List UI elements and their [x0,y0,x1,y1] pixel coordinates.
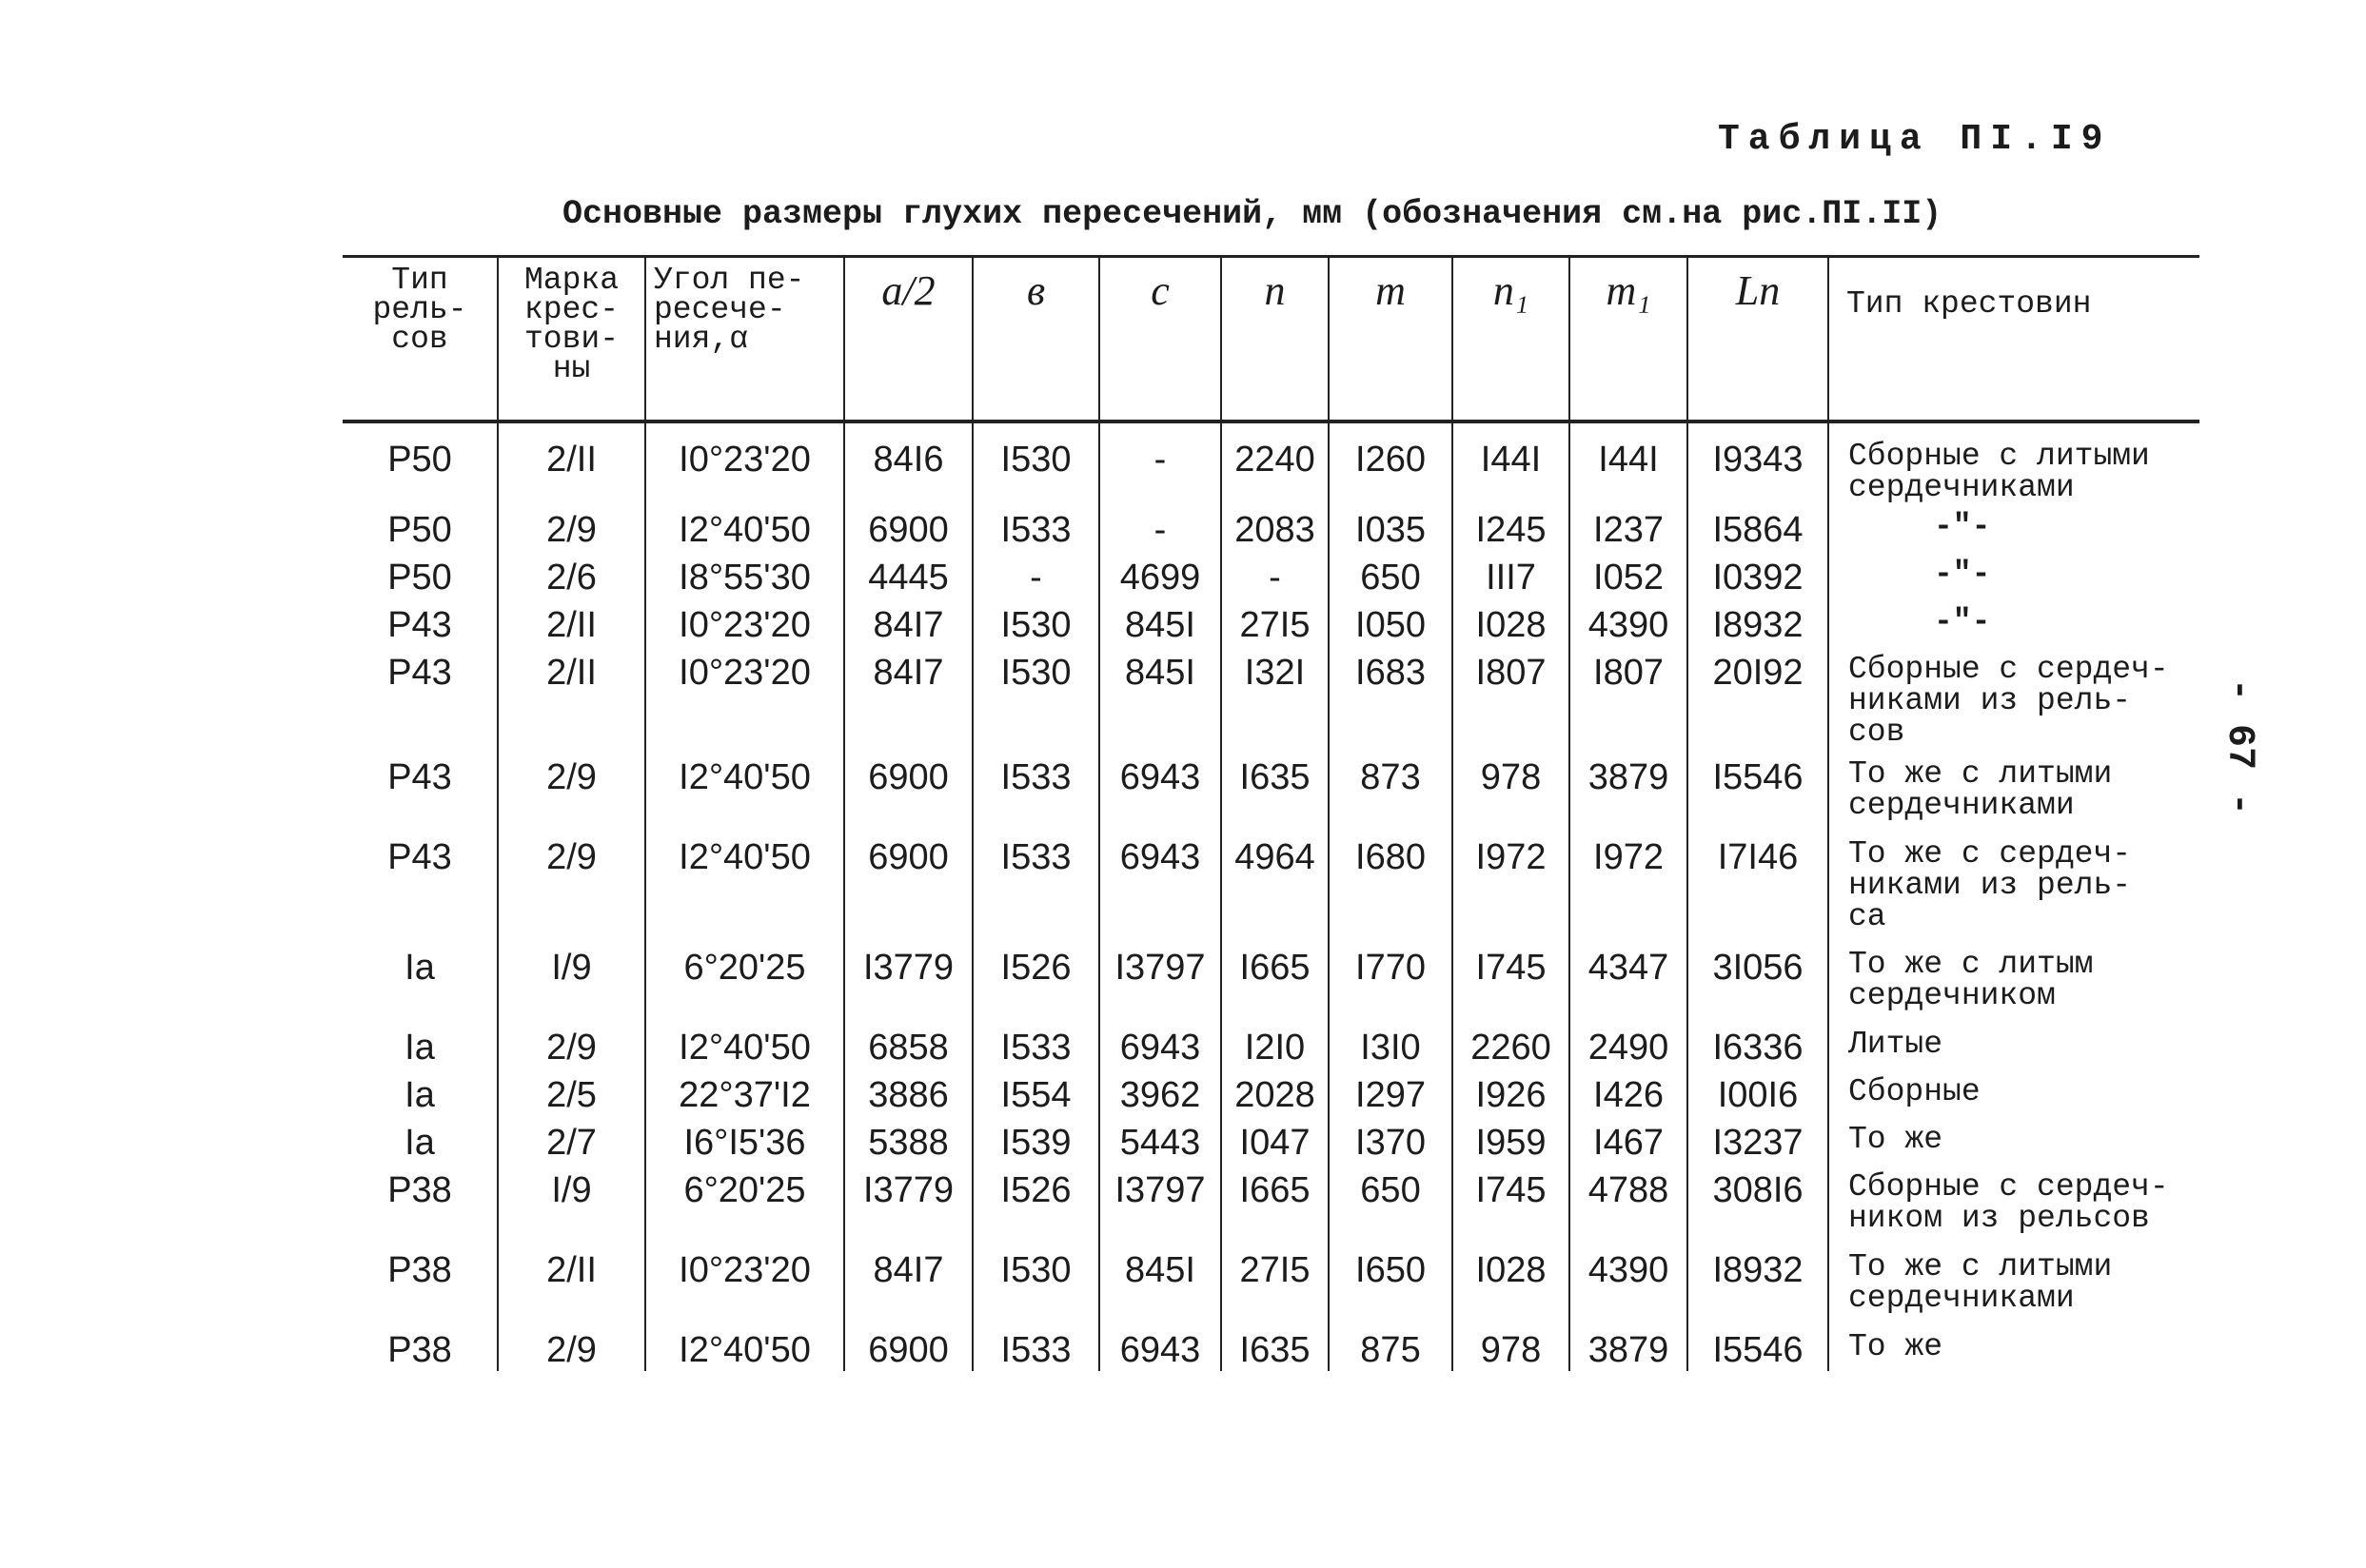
cell-c: 6943 [1099,751,1221,831]
cell-crossing-angle: 6°20'25 [645,1164,844,1244]
cell-n: 2083 [1221,503,1329,551]
cell-n: - [1221,551,1329,598]
table-row [343,1244,2199,1323]
cell-m: I297 [1329,1068,1452,1116]
cell-c: 6943 [1099,831,1221,941]
cell-crossing-angle: I0°23'20 [645,1244,844,1323]
cell-ln: 20I92 [1687,646,1828,751]
cell-frog-grade: 2/6 [498,551,645,598]
cell-n1: I807 [1452,646,1569,751]
cell-m: I770 [1329,941,1452,1021]
cell-c: - [1099,421,1221,503]
header-crossing-angle: Угол пе- ресече- ния,α [645,257,844,422]
cell-a-half: I3779 [844,1164,973,1244]
cell-frog-type: То же [1828,1323,2199,1371]
cell-frog-type: Сборные с сердеч- никами из рель- сов [1828,646,2199,751]
cell-n1: I028 [1452,1244,1569,1323]
cell-a-half: 6900 [844,751,973,831]
cell-frog-type: Сборные с сердеч- ником из рельсов [1828,1164,2199,1244]
cell-n: I047 [1221,1116,1329,1164]
table-body [343,421,2199,1371]
cell-c: 5443 [1099,1116,1221,1164]
cell-b: I554 [973,1068,1099,1116]
table-row [343,646,2199,751]
cell-m: I3I0 [1329,1021,1452,1068]
cell-frog-type: То же [1828,1116,2199,1164]
cell-n1: I245 [1452,503,1569,551]
cell-a-half: 3886 [844,1068,973,1116]
cell-crossing-angle: I8°55'30 [645,551,844,598]
cell-frog-type: Сборные [1828,1068,2199,1116]
header-m: m [1329,257,1452,422]
cell-c: 6943 [1099,1021,1221,1068]
cell-a-half: 4445 [844,551,973,598]
cell-b: I533 [973,1021,1099,1068]
cell-crossing-angle: 6°20'25 [645,941,844,1021]
cell-frog-type: -"- [1828,503,2199,551]
cell-n1: I44I [1452,421,1569,503]
cell-rail-type: Ia [404,1028,435,1068]
cell-n: I665 [1221,941,1329,1021]
table-row [343,751,2199,831]
cell-m1: 3879 [1569,1323,1687,1371]
cell-m1: I972 [1569,831,1687,941]
cell-m: 873 [1329,751,1452,831]
header-row [343,257,2199,422]
cell-frog-grade: I/9 [498,941,645,1021]
cell-m: I683 [1329,646,1452,751]
cell-ln: I5546 [1687,751,1828,831]
cell-ln: I5546 [1687,1323,1828,1371]
cell-m: 875 [1329,1323,1452,1371]
cell-ln: I8932 [1687,1244,1828,1323]
cell-b: I539 [973,1116,1099,1164]
cell-frog-type: -"- [1828,551,2199,598]
cell-rail-type: P43 [387,757,452,797]
cell-crossing-angle: I2°40'50 [645,831,844,941]
cell-m: 650 [1329,1164,1452,1244]
cell-c: 3962 [1099,1068,1221,1116]
cell-m1: 2490 [1569,1021,1687,1068]
cell-a-half: 84I7 [844,1244,973,1323]
cell-n1: I926 [1452,1068,1569,1116]
cell-rail-type: P38 [387,1250,452,1290]
cell-frog-grade: I/9 [498,1164,645,1244]
cell-n1: I028 [1452,598,1569,646]
cell-n: I2I0 [1221,1021,1329,1068]
table-row [343,1068,2199,1116]
cell-m: I680 [1329,831,1452,941]
table-row [343,831,2199,941]
cell-m1: 4347 [1569,941,1687,1021]
cell-b: I530 [973,598,1099,646]
cell-n1: 978 [1452,751,1569,831]
cell-m1: I237 [1569,503,1687,551]
header-b: в [973,257,1099,422]
header-frog-type: Тип крестовин [1828,257,2199,422]
cell-a-half: 6900 [844,1323,973,1371]
cell-frog-grade: 2/9 [498,831,645,941]
cell-a-half: 84I6 [844,421,973,503]
cell-c: I3797 [1099,1164,1221,1244]
cell-n1: I972 [1452,831,1569,941]
header-n1: n₁ [1452,257,1569,422]
cell-frog-grade: 2/9 [498,503,645,551]
cell-c: 845I [1099,598,1221,646]
cell-b: I533 [973,831,1099,941]
cell-b: - [973,551,1099,598]
cell-m: I050 [1329,598,1452,646]
cell-n1: 978 [1452,1323,1569,1371]
cell-b: I533 [973,1323,1099,1371]
cell-b: I526 [973,1164,1099,1244]
header-ln: Lп [1687,257,1828,422]
cell-a-half: 5388 [844,1116,973,1164]
cell-ln: I7I46 [1687,831,1828,941]
cell-ln: I00I6 [1687,1068,1828,1116]
cell-rail-type: P50 [387,558,452,598]
header-m1: m₁ [1569,257,1687,422]
table-row [343,1116,2199,1164]
header-n: n [1221,257,1329,422]
cell-a-half: I3779 [844,941,973,1021]
cell-frog-grade: 2/9 [498,1323,645,1371]
cell-rail-type: P38 [387,1170,452,1210]
cell-c: 4699 [1099,551,1221,598]
cell-b: I533 [973,503,1099,551]
cell-frog-type: То же с литым сердечником [1828,941,2199,1021]
cell-n1: III7 [1452,551,1569,598]
cell-ln: 308I6 [1687,1164,1828,1244]
cell-ln: I0392 [1687,551,1828,598]
cell-m1: 3879 [1569,751,1687,831]
cell-n: 2028 [1221,1068,1329,1116]
cell-n: I635 [1221,751,1329,831]
cell-c: - [1099,503,1221,551]
table-row [343,598,2199,646]
cell-a-half: 84I7 [844,598,973,646]
cell-rail-type: P50 [387,510,452,550]
cell-frog-type: -"- [1828,598,2199,646]
cell-m1: I807 [1569,646,1687,751]
cell-frog-grade: 2/II [498,598,645,646]
table-row [343,1164,2199,1244]
cell-frog-type: Сборные с литыми сердечниками [1828,421,2199,503]
cell-frog-grade: 2/II [498,1244,645,1323]
header-frog-grade: Марка крес- тови- ны [498,257,645,422]
cell-m1: I467 [1569,1116,1687,1164]
cell-crossing-angle: I2°40'50 [645,1323,844,1371]
cell-b: I530 [973,1244,1099,1323]
table-row [343,551,2199,598]
cell-m1: I44I [1569,421,1687,503]
table-row [343,1021,2199,1068]
cell-a-half: 6900 [844,503,973,551]
cell-b: I530 [973,421,1099,503]
crossings-table [343,255,2199,1371]
cell-m: I260 [1329,421,1452,503]
cell-ln: I8932 [1687,598,1828,646]
cell-frog-grade: 2/II [498,646,645,751]
cell-m: 650 [1329,551,1452,598]
cell-m: I035 [1329,503,1452,551]
cell-n: I32I [1221,646,1329,751]
header-rail-type: Тип рель- сов [343,257,498,422]
cell-n: 2240 [1221,421,1329,503]
cell-c: 845I [1099,1244,1221,1323]
cell-rail-type: P43 [387,653,452,693]
page-number: - 67 - [2218,677,2260,816]
cell-crossing-angle: I0°23'20 [645,646,844,751]
cell-rail-type: P43 [387,837,452,877]
cell-crossing-angle: I2°40'50 [645,751,844,831]
cell-c: 6943 [1099,1323,1221,1371]
cell-ln: I9343 [1687,421,1828,503]
cell-n: I635 [1221,1323,1329,1371]
cell-c: 845I [1099,646,1221,751]
table-number-label: Таблица ПI.I9 [1718,119,2112,160]
cell-a-half: 6858 [844,1021,973,1068]
cell-crossing-angle: I6°I5'36 [645,1116,844,1164]
table-row [343,421,2199,503]
cell-ln: I5864 [1687,503,1828,551]
header-c: c [1099,257,1221,422]
cell-frog-grade: 2/7 [498,1116,645,1164]
cell-frog-grade: 2/5 [498,1068,645,1116]
cell-rail-type: Ia [404,1123,435,1163]
table-row [343,503,2199,551]
cell-n1: 2260 [1452,1021,1569,1068]
table-row [343,941,2199,1021]
cell-n: I665 [1221,1164,1329,1244]
cell-m1: I426 [1569,1068,1687,1116]
cell-b: I533 [973,751,1099,831]
cell-m1: I052 [1569,551,1687,598]
cell-frog-type: То же с литыми сердечниками [1828,1244,2199,1323]
cell-crossing-angle: I0°23'20 [645,421,844,503]
cell-rail-type: Ia [404,1075,435,1115]
cell-n1: I745 [1452,941,1569,1021]
cell-m1: 4390 [1569,1244,1687,1323]
cell-rail-type: P43 [387,605,452,645]
cell-frog-grade: 2/9 [498,1021,645,1068]
table-caption: Основные размеры глухих пересечений, мм (обозначения см.на рис.ПI.II) [562,195,1942,233]
cell-n: 27I5 [1221,598,1329,646]
cell-rail-type: P38 [387,1330,452,1370]
cell-crossing-angle: I0°23'20 [645,598,844,646]
header-a-half: a/2 [844,257,973,422]
cell-ln: 3I056 [1687,941,1828,1021]
cell-crossing-angle: 22°37'I2 [645,1068,844,1116]
cell-m1: 4788 [1569,1164,1687,1244]
cell-c: I3797 [1099,941,1221,1021]
cell-m1: 4390 [1569,598,1687,646]
cell-frog-type: То же с сердеч- никами из рель- са [1828,831,2199,941]
cell-frog-grade: 2/9 [498,751,645,831]
cell-frog-type: Литые [1828,1021,2199,1068]
cell-n: 4964 [1221,831,1329,941]
cell-frog-type: То же с литыми сердечниками [1828,751,2199,831]
cell-n1: I959 [1452,1116,1569,1164]
cell-frog-grade: 2/II [498,421,645,503]
cell-m: I370 [1329,1116,1452,1164]
cell-m: I650 [1329,1244,1452,1323]
cell-b: I530 [973,646,1099,751]
cell-b: I526 [973,941,1099,1021]
cell-a-half: 6900 [844,831,973,941]
cell-n: 27I5 [1221,1244,1329,1323]
cell-ln: I3237 [1687,1116,1828,1164]
cell-a-half: 84I7 [844,646,973,751]
cell-crossing-angle: I2°40'50 [645,1021,844,1068]
cell-ln: I6336 [1687,1021,1828,1068]
cell-crossing-angle: I2°40'50 [645,503,844,551]
cell-n1: I745 [1452,1164,1569,1244]
table-row [343,1323,2199,1371]
cell-rail-type: P50 [387,440,452,480]
cell-rail-type: Ia [404,948,435,988]
